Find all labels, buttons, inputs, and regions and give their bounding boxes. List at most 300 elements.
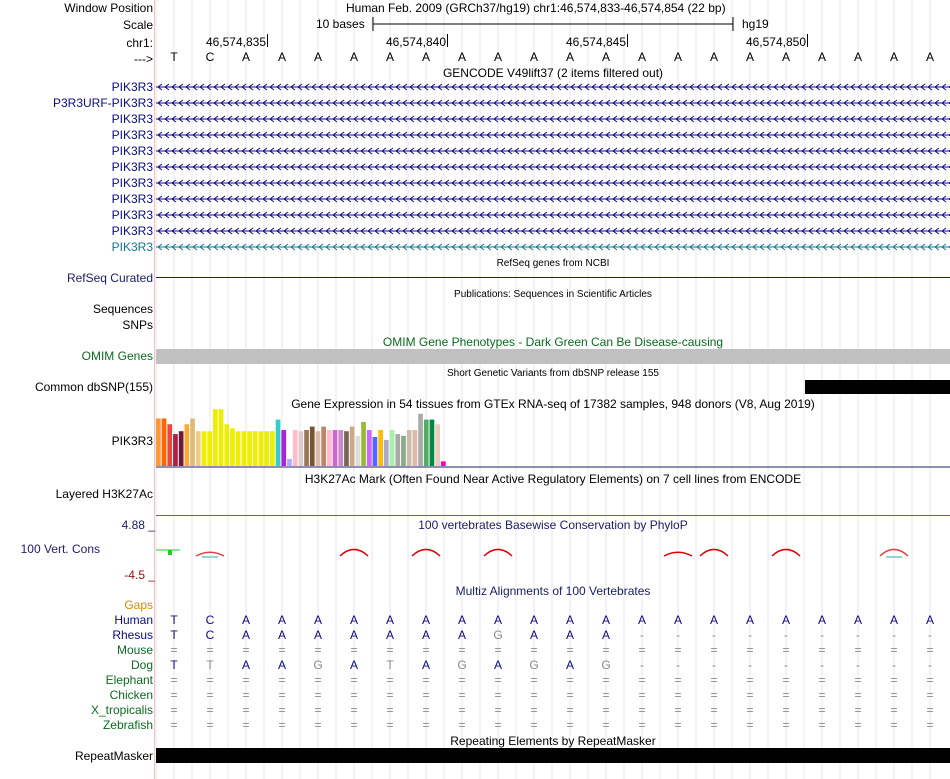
aligned-base: = xyxy=(458,703,466,717)
phylop-score-mark xyxy=(168,550,172,555)
aligned-base: = xyxy=(890,643,898,657)
gtex-title: Gene Expression in 54 tissues from GTEx RNA-seq of 17382 samples, 948 donors (V8, Aug 2019) xyxy=(291,397,815,411)
aligned-base: = xyxy=(818,673,826,687)
aligned-base: = xyxy=(530,673,538,687)
gtex-tissue-bar xyxy=(435,424,440,466)
aligned-base: = xyxy=(926,718,934,732)
dbsnp-feature[interactable] xyxy=(805,380,950,394)
aligned-base: = xyxy=(566,718,574,732)
aligned-base: = xyxy=(782,718,790,732)
aligned-base: A xyxy=(853,613,862,627)
aligned-base: = xyxy=(746,673,754,687)
window-position-label: Window Position xyxy=(64,1,153,15)
reference-base: C xyxy=(205,50,215,64)
aligned-base: = xyxy=(782,703,790,717)
aligned-base: A xyxy=(673,613,682,627)
aligned-base: A xyxy=(349,658,358,672)
gtex-tissue-bar xyxy=(418,414,423,466)
reference-base: A xyxy=(493,50,502,64)
scale-bar-text: 10 bases xyxy=(316,17,365,31)
gencode-transcript-line[interactable] xyxy=(156,194,950,204)
aligned-base: = xyxy=(638,688,646,702)
aligned-base: = xyxy=(530,688,538,702)
gtex-tissue-bar xyxy=(156,418,161,466)
aligned-base: = xyxy=(566,688,574,702)
aligned-base: = xyxy=(206,643,214,657)
aligned-base: = xyxy=(242,643,250,657)
aligned-base: = xyxy=(242,718,250,732)
aligned-base: = xyxy=(278,643,286,657)
aligned-base: T xyxy=(206,658,214,672)
aligned-base: = xyxy=(782,643,790,657)
gencode-transcript-label[interactable]: P3R3URF-PIK3R3 xyxy=(52,96,153,110)
gencode-transcript-line[interactable] xyxy=(156,98,950,108)
aligned-base: T xyxy=(386,658,394,672)
gencode-transcript-line[interactable] xyxy=(156,242,950,252)
gtex-tissue-bar xyxy=(196,431,201,466)
aligned-base: - xyxy=(640,658,644,672)
aligned-base: = xyxy=(638,718,646,732)
aligned-base: = xyxy=(206,703,214,717)
aligned-base: = xyxy=(818,703,826,717)
gtex-tissue-bar xyxy=(167,424,172,466)
aligned-base: = xyxy=(242,673,250,687)
aligned-base: = xyxy=(854,643,862,657)
multiz-species-label[interactable]: X_tropicalis xyxy=(90,703,153,717)
aligned-base: = xyxy=(854,673,862,687)
aligned-base: = xyxy=(890,673,898,687)
aligned-base: = xyxy=(710,718,718,732)
phylop-score-mark xyxy=(196,552,224,556)
aligned-base: - xyxy=(784,658,788,672)
aligned-base: = xyxy=(854,688,862,702)
aligned-base: A xyxy=(241,658,250,672)
aligned-base: = xyxy=(890,688,898,702)
gencode-title: GENCODE V49lift37 (2 items filtered out) xyxy=(442,66,664,80)
phylop-score-mark xyxy=(664,552,692,556)
aligned-base: A xyxy=(565,628,574,642)
gtex-tissue-bar xyxy=(276,420,281,466)
aligned-base: = xyxy=(926,673,934,687)
gtex-tissue-bar xyxy=(390,430,395,466)
gencode-transcript-label[interactable]: PIK3R3 xyxy=(111,112,153,126)
aligned-base: = xyxy=(206,673,214,687)
gencode-transcript-label[interactable]: PIK3R3 xyxy=(111,80,153,94)
reference-base: A xyxy=(385,50,394,64)
aligned-base: = xyxy=(674,718,682,732)
aligned-base: = xyxy=(278,688,286,702)
aligned-base: = xyxy=(602,703,610,717)
ruler-tick-label: 46,574,835 xyxy=(205,35,266,49)
ruler-tick-label: 46,574,840 xyxy=(385,35,446,49)
aligned-base: A xyxy=(781,613,790,627)
aligned-base: = xyxy=(350,673,358,687)
gtex-tissue-bar xyxy=(413,430,418,466)
repeatmasker-bar[interactable] xyxy=(156,748,950,763)
h3k27ac-label[interactable]: Layered H3K27Ac xyxy=(55,487,153,501)
phylop-score-mark xyxy=(412,549,440,556)
gencode-transcript-line[interactable] xyxy=(156,146,950,156)
gtex-tissue-bar xyxy=(327,430,332,466)
aligned-base: = xyxy=(494,688,502,702)
reference-base: A xyxy=(709,50,718,64)
aligned-base: - xyxy=(856,628,860,642)
aligned-base: = xyxy=(530,703,538,717)
reference-base: A xyxy=(601,50,610,64)
aligned-base: = xyxy=(386,718,394,732)
sequences-label[interactable]: Sequences xyxy=(92,302,153,316)
aligned-base: = xyxy=(170,703,178,717)
gencode-transcript-line[interactable] xyxy=(156,226,950,236)
chrom-label: chr1: xyxy=(126,36,153,50)
multiz-species-label[interactable]: Mouse xyxy=(116,643,153,657)
gtex-bar-chart[interactable] xyxy=(156,408,950,468)
reference-base: A xyxy=(241,50,250,64)
reference-base: T xyxy=(170,50,178,64)
aligned-base: A xyxy=(601,628,610,642)
aligned-base: = xyxy=(314,643,322,657)
gencode-transcript-label[interactable]: PIK3R3 xyxy=(111,128,153,142)
phylop-score-mark xyxy=(484,549,512,556)
phylop-track-label[interactable]: 100 Vert. Cons xyxy=(20,542,100,556)
aligned-base: = xyxy=(926,688,934,702)
aligned-base: = xyxy=(710,643,718,657)
aligned-base: G xyxy=(457,658,467,672)
aligned-base: = xyxy=(674,703,682,717)
aligned-base: = xyxy=(170,718,178,732)
aligned-base: = xyxy=(926,643,934,657)
aligned-base: = xyxy=(278,718,286,732)
gtex-tissue-bar xyxy=(281,430,286,466)
aligned-base: = xyxy=(818,643,826,657)
gtex-tissue-bar xyxy=(202,431,207,466)
gtex-tissue-bar xyxy=(424,420,429,466)
gaps-label[interactable]: Gaps xyxy=(124,598,153,612)
aligned-base: = xyxy=(386,703,394,717)
aligned-base: = xyxy=(242,703,250,717)
aligned-base: = xyxy=(890,718,898,732)
aligned-base: C xyxy=(205,628,215,642)
aligned-base: A xyxy=(925,613,934,627)
aligned-base: G xyxy=(493,628,503,642)
label-column-divider xyxy=(154,0,155,779)
aligned-base: A xyxy=(529,613,538,627)
aligned-base: = xyxy=(422,718,430,732)
multiz-species-label[interactable]: Zebrafish xyxy=(102,718,153,732)
reference-base: A xyxy=(889,50,898,64)
aligned-base: A xyxy=(745,613,754,627)
strand-arrow-label: ---> xyxy=(134,52,153,66)
aligned-base: = xyxy=(458,718,466,732)
aligned-base: C xyxy=(205,613,215,627)
gtex-tissue-bar xyxy=(321,427,326,466)
gencode-transcript-line[interactable] xyxy=(156,82,950,92)
aligned-base: = xyxy=(350,718,358,732)
aligned-base: - xyxy=(820,658,824,672)
aligned-base: = xyxy=(746,643,754,657)
gencode-transcript-label[interactable]: PIK3R3 xyxy=(111,192,153,206)
aligned-base: = xyxy=(530,643,538,657)
gtex-tissue-bar xyxy=(384,440,389,466)
aligned-base: = xyxy=(170,688,178,702)
gtex-tissue-bar xyxy=(259,431,264,466)
aligned-base: A xyxy=(709,613,718,627)
reference-base: A xyxy=(853,50,862,64)
aligned-base: = xyxy=(350,688,358,702)
aligned-base: = xyxy=(638,643,646,657)
aligned-base: = xyxy=(314,673,322,687)
aligned-base: = xyxy=(314,703,322,717)
phylop-score-mark xyxy=(772,549,800,556)
aligned-base: = xyxy=(674,673,682,687)
gtex-tissue-bar xyxy=(162,418,167,466)
reference-base: A xyxy=(781,50,790,64)
aligned-base: = xyxy=(278,703,286,717)
aligned-base: = xyxy=(422,703,430,717)
aligned-base: T xyxy=(170,613,178,627)
ruler-tick xyxy=(267,34,268,47)
gencode-transcript-line[interactable] xyxy=(156,210,950,220)
gencode-transcript-line[interactable] xyxy=(156,178,950,188)
gtex-tissue-bar xyxy=(185,424,190,466)
gencode-transcript-line[interactable] xyxy=(156,162,950,172)
reference-base: A xyxy=(673,50,682,64)
phylop-wiggle[interactable] xyxy=(156,530,950,580)
aligned-base: = xyxy=(602,718,610,732)
gtex-tissue-bar xyxy=(401,436,406,466)
aligned-base: = xyxy=(386,643,394,657)
aligned-base: = xyxy=(422,643,430,657)
gencode-transcript-label[interactable]: PIK3R3 xyxy=(111,176,153,190)
aligned-base: - xyxy=(928,658,932,672)
aligned-base: - xyxy=(676,658,680,672)
aligned-base: A xyxy=(277,658,286,672)
gtex-tissue-bar xyxy=(213,409,218,466)
aligned-base: - xyxy=(784,628,788,642)
omim-label[interactable]: OMIM Genes xyxy=(81,349,153,363)
gencode-transcript-label[interactable]: PIK3R3 xyxy=(111,208,153,222)
aligned-base: = xyxy=(674,688,682,702)
phylop-score-mark xyxy=(880,549,908,556)
aligned-base: = xyxy=(782,688,790,702)
gencode-transcript-label[interactable]: PIK3R3 xyxy=(111,224,153,238)
aligned-base: - xyxy=(712,628,716,642)
aligned-base: = xyxy=(206,718,214,732)
refseq-track-line[interactable] xyxy=(156,277,950,278)
gencode-transcript-line[interactable] xyxy=(156,130,950,140)
aligned-base: A xyxy=(637,613,646,627)
aligned-base: = xyxy=(602,643,610,657)
aligned-base: = xyxy=(458,688,466,702)
multiz-species-label[interactable]: Human xyxy=(114,613,153,627)
aligned-base: = xyxy=(422,688,430,702)
aligned-base: = xyxy=(602,688,610,702)
aligned-base: = xyxy=(314,718,322,732)
gtex-tissue-bar xyxy=(350,427,355,466)
ruler-tick xyxy=(627,34,628,47)
dbsnp-label[interactable]: Common dbSNP(155) xyxy=(34,380,153,394)
gtex-tissue-bar xyxy=(333,430,338,466)
aligned-base: = xyxy=(350,643,358,657)
aligned-base: = xyxy=(170,673,178,687)
phylop-min-label: -4.5 _ xyxy=(124,568,155,582)
dbsnp-title: Short Genetic Variants from dbSNP release 155 xyxy=(447,368,659,379)
aligned-base: = xyxy=(494,703,502,717)
reference-base: A xyxy=(637,50,646,64)
gtex-tissue-bar xyxy=(430,420,435,466)
reference-base: A xyxy=(421,50,430,64)
aligned-base: A xyxy=(565,658,574,672)
multiz-species-label[interactable]: Chicken xyxy=(109,688,153,702)
aligned-base: A xyxy=(313,628,322,642)
aligned-base: A xyxy=(349,628,358,642)
gtex-tissue-bar xyxy=(316,431,321,466)
aligned-base: = xyxy=(494,673,502,687)
aligned-base: = xyxy=(854,703,862,717)
gtex-tissue-bar xyxy=(441,461,446,466)
aligned-base: A xyxy=(493,613,502,627)
reference-base: A xyxy=(277,50,286,64)
aligned-base: A xyxy=(385,628,394,642)
gtex-tissue-bar xyxy=(207,431,212,466)
repeatmasker-label[interactable]: RepeatMasker xyxy=(74,749,153,763)
aligned-base: A xyxy=(817,613,826,627)
aligned-base: - xyxy=(640,628,644,642)
reference-base: A xyxy=(745,50,754,64)
omim-track-bar[interactable] xyxy=(156,349,950,364)
ruler-tick-label: 46,574,850 xyxy=(745,35,806,49)
gtex-tissue-bar xyxy=(247,431,252,466)
aligned-base: = xyxy=(566,673,574,687)
aligned-base: = xyxy=(386,688,394,702)
aligned-base: = xyxy=(602,673,610,687)
aligned-base: = xyxy=(170,643,178,657)
reference-base: A xyxy=(817,50,826,64)
gtex-tissue-bar xyxy=(253,431,258,466)
gencode-transcript-line[interactable] xyxy=(156,114,950,124)
gtex-tissue-bar xyxy=(264,431,269,466)
assembly-label: hg19 xyxy=(742,17,769,31)
gencode-transcript-label[interactable]: PIK3R3 xyxy=(111,240,153,254)
reference-base: A xyxy=(457,50,466,64)
aligned-base: - xyxy=(712,658,716,672)
aligned-base: A xyxy=(421,628,430,642)
gtex-tissue-bar xyxy=(299,431,304,466)
aligned-base: = xyxy=(746,703,754,717)
aligned-base: = xyxy=(206,688,214,702)
aligned-base: - xyxy=(892,658,896,672)
aligned-base: = xyxy=(494,718,502,732)
repeatmasker-title: Repeating Elements by RepeatMasker xyxy=(450,734,656,748)
gencode-transcript-label[interactable]: PIK3R3 xyxy=(111,160,153,174)
ruler-tick xyxy=(447,34,448,47)
aligned-base: G xyxy=(601,658,611,672)
gtex-tissue-bar xyxy=(293,430,298,466)
aligned-base: = xyxy=(458,643,466,657)
aligned-base: = xyxy=(710,703,718,717)
aligned-base: T xyxy=(170,628,178,642)
reference-base: A xyxy=(313,50,322,64)
h3k27ac-title: H3K27Ac Mark (Often Found Near Active Regulatory Elements) on 7 cell lines from ENCODE xyxy=(304,472,802,486)
aligned-base: - xyxy=(748,658,752,672)
aligned-base: - xyxy=(892,628,896,642)
multiz-title: Multiz Alignments of 100 Vertebrates xyxy=(455,584,651,598)
gtex-tissue-bar xyxy=(338,430,343,466)
gencode-transcript-label[interactable]: PIK3R3 xyxy=(111,144,153,158)
aligned-base: = xyxy=(530,718,538,732)
publications-title: Publications: Sequences in Scientific Articles xyxy=(454,289,652,300)
aligned-base: = xyxy=(350,703,358,717)
gtex-tissue-bar xyxy=(179,431,184,466)
aligned-base: T xyxy=(170,658,178,672)
aligned-base: A xyxy=(313,613,322,627)
aligned-base: A xyxy=(889,613,898,627)
snps-label[interactable]: SNPs xyxy=(122,318,153,332)
gtex-tissue-bar xyxy=(310,427,315,466)
aligned-base: - xyxy=(676,628,680,642)
gtex-tissue-bar xyxy=(230,428,235,466)
aligned-base: A xyxy=(241,613,250,627)
aligned-base: = xyxy=(638,703,646,717)
scale-label: Scale xyxy=(122,18,153,32)
phylop-score-mark xyxy=(340,549,368,556)
aligned-base: A xyxy=(493,658,502,672)
multiz-species-label[interactable]: Elephant xyxy=(105,673,153,687)
aligned-base: = xyxy=(854,718,862,732)
refseq-label[interactable]: RefSeq Curated xyxy=(66,271,153,285)
aligned-base: A xyxy=(457,613,466,627)
refseq-title: RefSeq genes from NCBI xyxy=(496,258,610,269)
gtex-tissue-bar xyxy=(287,459,292,466)
aligned-base: A xyxy=(529,628,538,642)
reference-base: A xyxy=(349,50,358,64)
aligned-base: - xyxy=(748,628,752,642)
aligned-base: A xyxy=(601,613,610,627)
multiz-species-label[interactable]: Dog xyxy=(130,658,153,672)
phylop-max-label: 4.88 _ xyxy=(121,518,155,532)
aligned-base: = xyxy=(278,673,286,687)
aligned-base: = xyxy=(386,673,394,687)
aligned-base: = xyxy=(746,718,754,732)
aligned-base: A xyxy=(241,628,250,642)
aligned-base: = xyxy=(314,688,322,702)
aligned-base: = xyxy=(710,673,718,687)
aligned-base: A xyxy=(565,613,574,627)
aligned-base: = xyxy=(890,703,898,717)
aligned-base: = xyxy=(818,688,826,702)
aligned-base: - xyxy=(820,628,824,642)
gtex-tissue-bar xyxy=(224,424,229,466)
aligned-base: A xyxy=(421,613,430,627)
gtex-tissue-bar xyxy=(373,437,378,466)
aligned-base: A xyxy=(457,628,466,642)
gtex-tissue-bar xyxy=(378,430,383,466)
aligned-base: = xyxy=(458,673,466,687)
position-text: Human Feb. 2009 (GRCh37/hg19) chr1:46,574,833-46,574,854 (22 bp) xyxy=(346,1,726,15)
phylop-score-mark xyxy=(700,549,728,556)
gtex-tissue-bar xyxy=(242,431,247,466)
gtex-tissue-bar xyxy=(219,409,224,466)
gtex-label[interactable]: PIK3R3 xyxy=(111,434,153,448)
aligned-base: A xyxy=(277,628,286,642)
aligned-base: = xyxy=(494,643,502,657)
reference-base: A xyxy=(925,50,934,64)
gtex-tissue-bar xyxy=(173,434,178,466)
multiz-species-label[interactable]: Rhesus xyxy=(112,628,153,642)
scale-bar xyxy=(370,16,770,36)
gtex-tissue-bar xyxy=(304,430,309,466)
aligned-base: = xyxy=(710,688,718,702)
